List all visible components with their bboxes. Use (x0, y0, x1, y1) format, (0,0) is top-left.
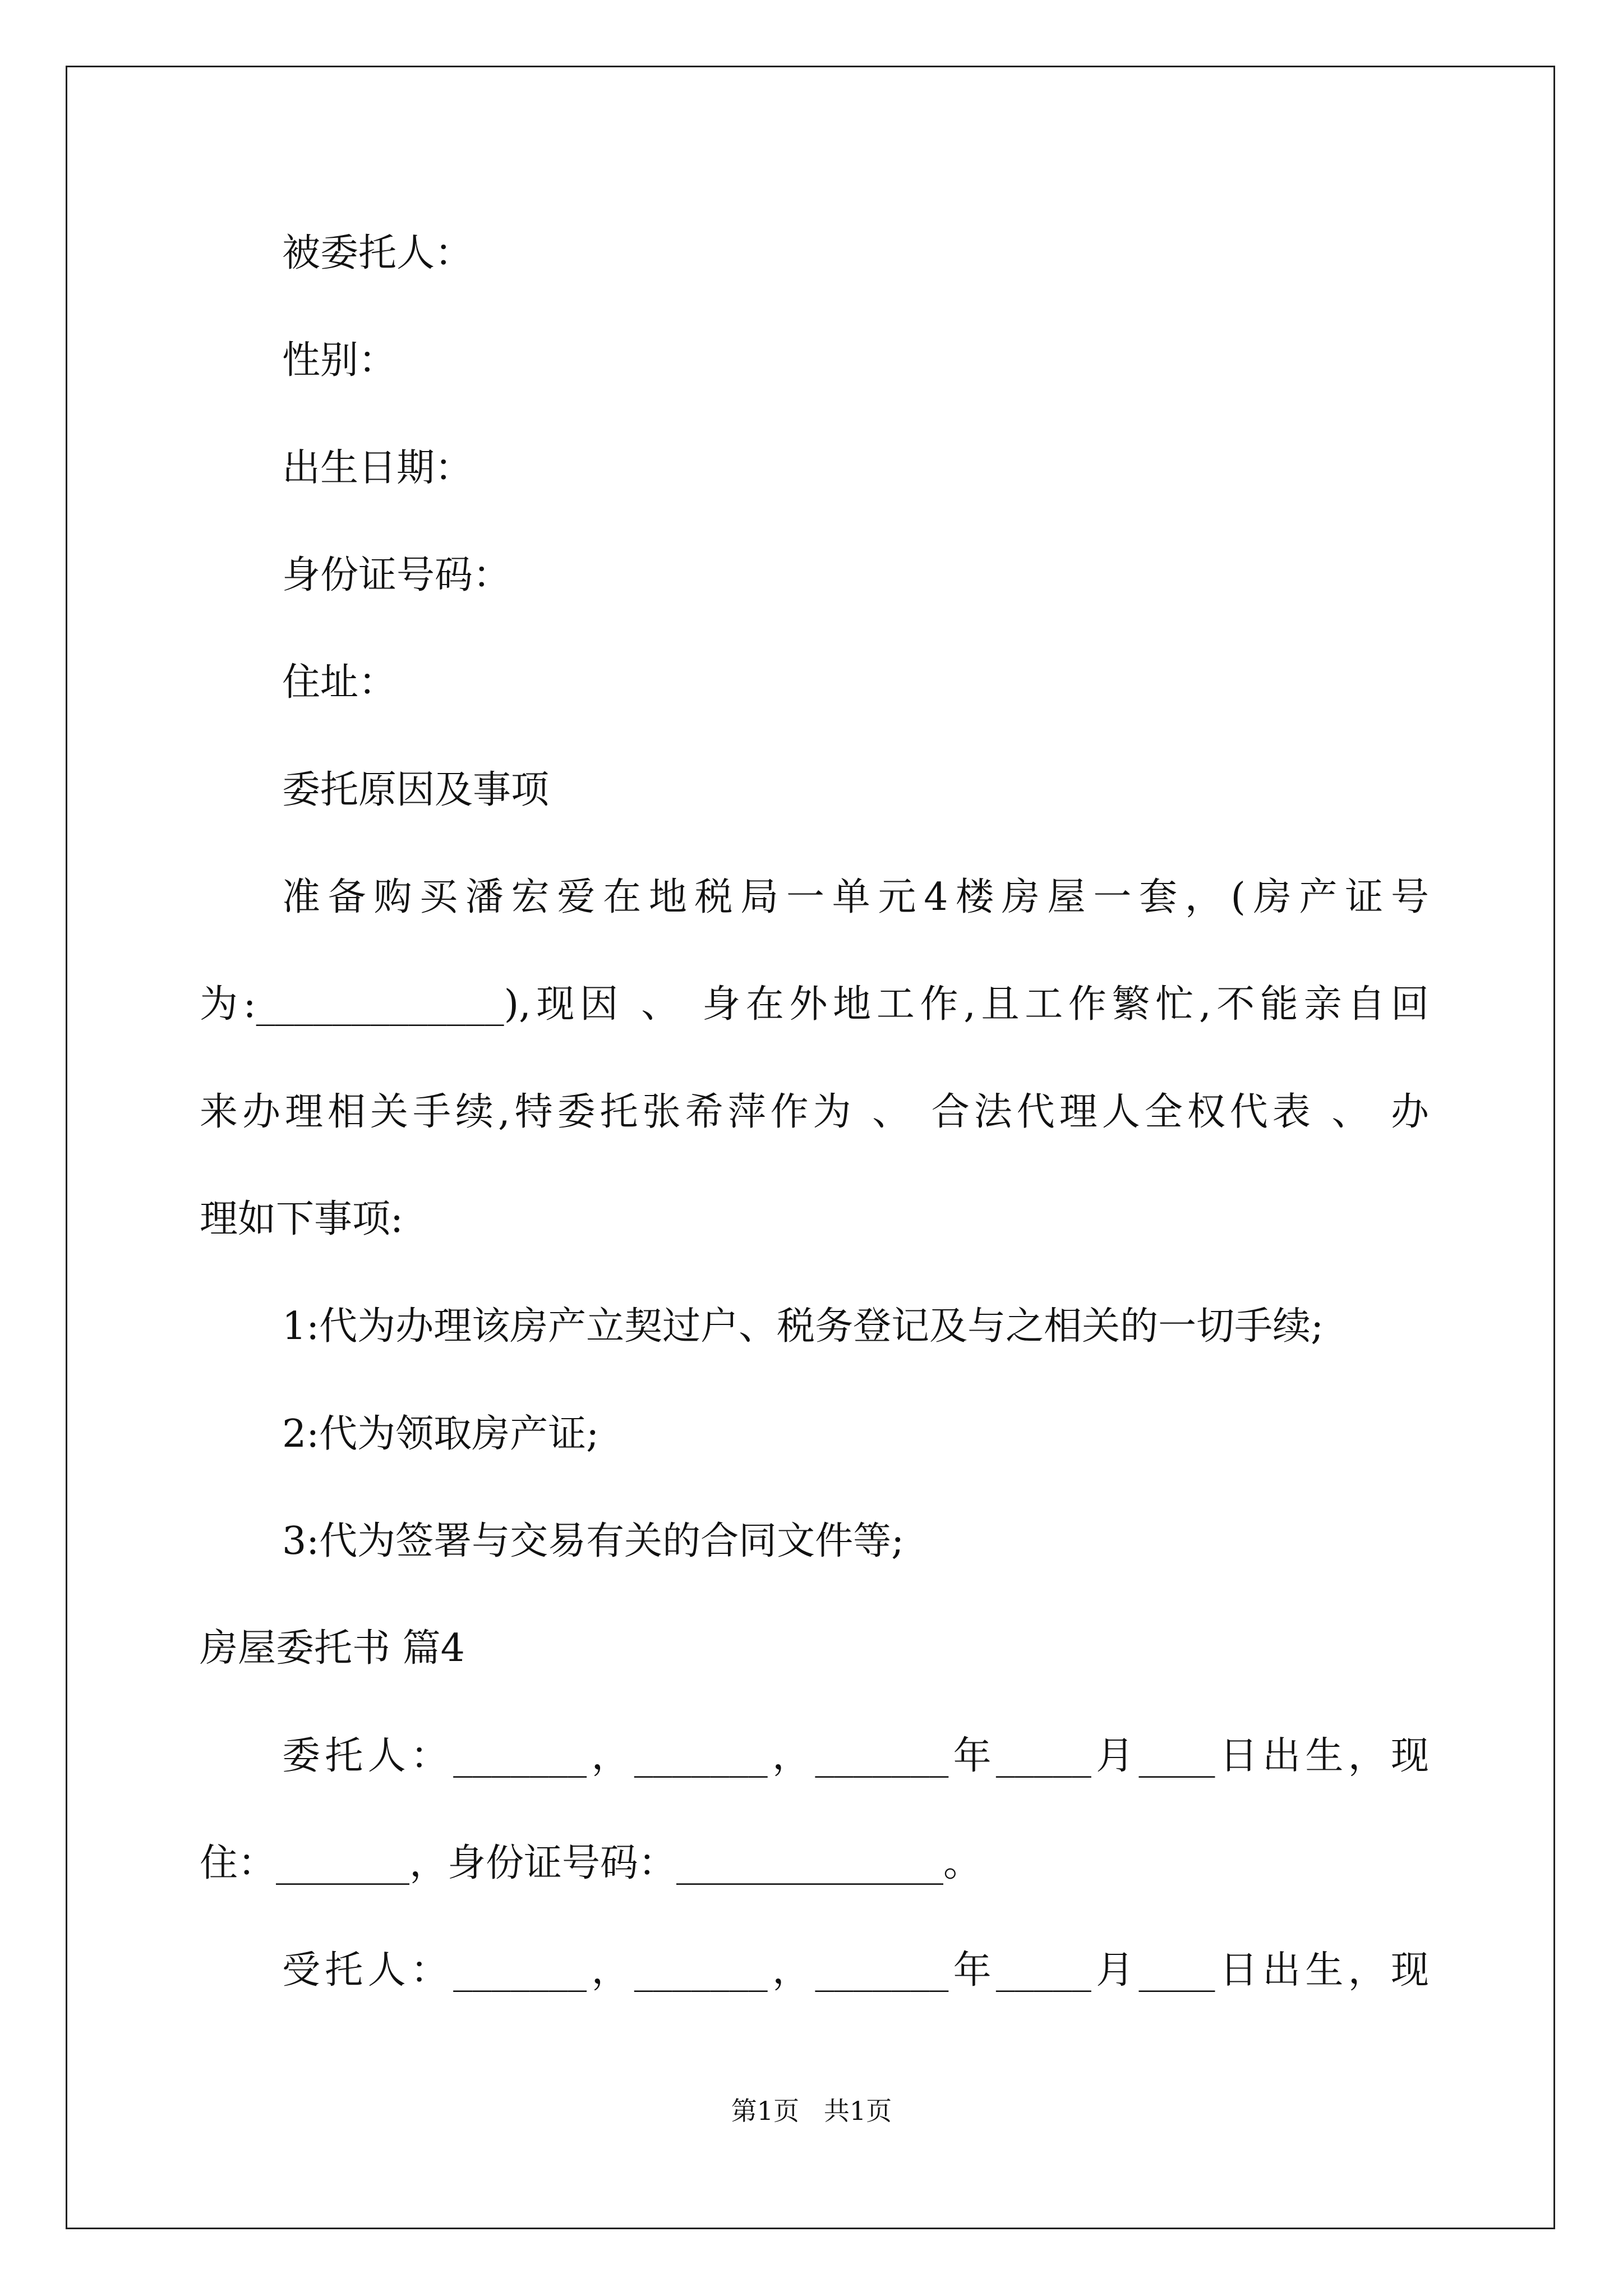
list-item: 3:代为签署与交易有关的合同文件等; (282, 1519, 905, 1563)
form-line: 委托人：_______，_______，_______年_____月____日出生，现 (282, 1734, 1429, 1778)
list-item: 1:代为办理该房产立契过户、税务登记及与之相关的一切手续; (282, 1304, 1324, 1349)
page-border (66, 66, 1555, 2229)
page-footer: 第1页 共1页 (731, 2096, 892, 2126)
field-birthdate-label: 出生日期： (282, 446, 473, 490)
field-address-label: 住址： (282, 660, 397, 705)
paragraph-line: 来办理相关手续,特委托张希萍作为 、 合法代理人全权代表 、 办 (200, 1090, 1429, 1134)
form-line: 受托人：_______，_______，_______年_____月____日出生，现 (282, 1948, 1429, 1993)
field-id-number-label: 身份证号码： (282, 553, 511, 597)
paragraph-line: 为:_____________),现因 、 身在外地工作,且工作繁忙,不能亲自回 (200, 982, 1429, 1027)
paragraph-line: 理如下事项: (200, 1197, 403, 1241)
section-heading-reason: 委托原因及事项 (282, 768, 550, 812)
field-trustee-label: 被委托人： (282, 231, 473, 275)
field-gender-label: 性别： (282, 338, 397, 383)
section-title: 房屋委托书 篇4 (200, 1626, 465, 1671)
paragraph-line: 准备购买潘宏爱在地税局一单元4楼房屋一套，(房产证号 (282, 875, 1429, 919)
list-item: 2:代为领取房产证; (282, 1412, 600, 1456)
form-line: 住：_______，身份证号码：______________。 (200, 1841, 982, 1885)
